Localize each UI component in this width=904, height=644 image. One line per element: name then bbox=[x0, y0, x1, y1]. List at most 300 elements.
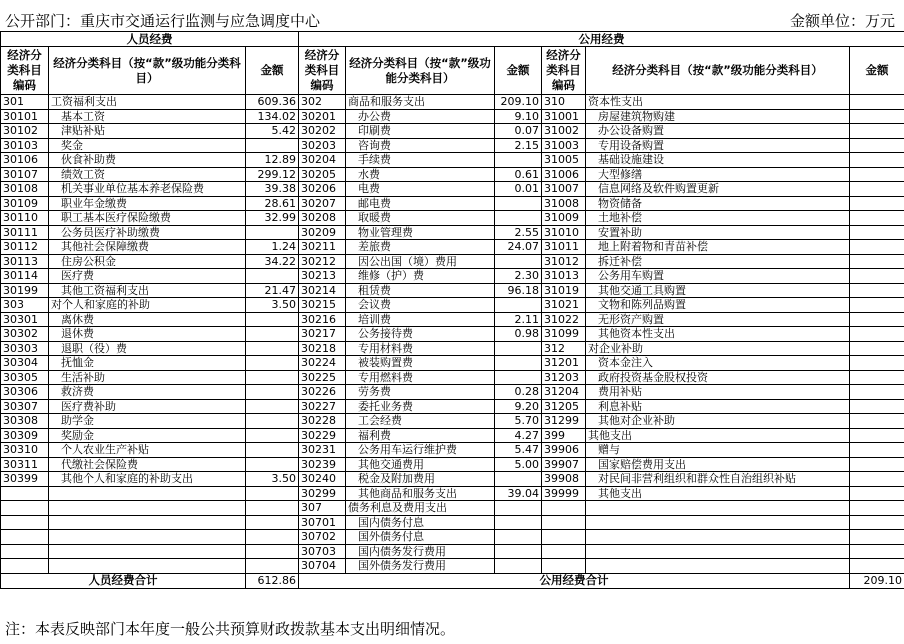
column-header-name: 经济分类科目（按“款”级功能分类科目） bbox=[346, 47, 495, 95]
table-row bbox=[1, 370, 904, 385]
public-goods-name-cell: 差旅费 bbox=[346, 240, 495, 255]
public-capital-name-cell bbox=[586, 559, 850, 574]
public-goods-code-cell: 302 bbox=[299, 95, 346, 110]
public-capital-code-cell: 399 bbox=[542, 428, 586, 443]
public-goods-name-cell: 电费 bbox=[346, 182, 495, 197]
public-capital-code-cell: 31009 bbox=[542, 211, 586, 226]
personnel-code-cell: 30309 bbox=[1, 428, 49, 443]
personnel-code-cell: 301 bbox=[1, 95, 49, 110]
public-goods-name-cell: 印刷费 bbox=[346, 124, 495, 139]
public-capital-code-cell: 31022 bbox=[542, 312, 586, 327]
public-capital-name-cell: 信息网络及软件购置更新 bbox=[586, 182, 850, 197]
table-row bbox=[1, 501, 904, 516]
table-row bbox=[1, 167, 904, 182]
public-goods-amount-cell bbox=[495, 341, 542, 356]
public-goods-name-cell: 委托业务费 bbox=[346, 399, 495, 414]
personnel-name-cell bbox=[49, 559, 246, 574]
public-capital-code-cell bbox=[542, 530, 586, 545]
public-capital-name-cell: 无形资产购置 bbox=[586, 312, 850, 327]
public-capital-amount-cell bbox=[850, 254, 904, 269]
personnel-code-cell: 30307 bbox=[1, 399, 49, 414]
public-goods-code-cell: 30207 bbox=[299, 196, 346, 211]
table-row bbox=[1, 530, 904, 545]
personnel-name-cell: 抚恤金 bbox=[49, 356, 246, 371]
public-capital-name-cell: 对民间非营利组织和群众性自治组织补贴 bbox=[586, 472, 850, 487]
public-goods-name-cell: 水费 bbox=[346, 167, 495, 182]
personnel-amount-cell bbox=[246, 312, 299, 327]
personnel-name-cell: 助学金 bbox=[49, 414, 246, 429]
personnel-amount-cell bbox=[246, 428, 299, 443]
public-capital-code-cell: 31002 bbox=[542, 124, 586, 139]
public-capital-code-cell: 31012 bbox=[542, 254, 586, 269]
public-goods-amount-cell: 2.55 bbox=[495, 225, 542, 240]
column-header-name: 经济分类科目（按“款”级功能分类科目） bbox=[586, 47, 850, 95]
public-capital-name-cell: 专用设备购置 bbox=[586, 138, 850, 153]
public-goods-amount-cell: 2.15 bbox=[495, 138, 542, 153]
public-goods-amount-cell bbox=[495, 196, 542, 211]
public-capital-code-cell: 31011 bbox=[542, 240, 586, 255]
public-goods-amount-cell bbox=[495, 298, 542, 313]
public-goods-name-cell: 租赁费 bbox=[346, 283, 495, 298]
public-capital-amount-cell bbox=[850, 138, 904, 153]
public-capital-amount-cell bbox=[850, 211, 904, 226]
public-capital-amount-cell bbox=[850, 486, 904, 501]
public-goods-name-cell: 咨询费 bbox=[346, 138, 495, 153]
public-capital-code-cell: 31005 bbox=[542, 153, 586, 168]
public-goods-amount-cell: 0.01 bbox=[495, 182, 542, 197]
personnel-amount-cell bbox=[246, 138, 299, 153]
personnel-code-cell bbox=[1, 501, 49, 516]
personnel-code-cell: 30306 bbox=[1, 385, 49, 400]
public-capital-name-cell: 资本性支出 bbox=[586, 95, 850, 110]
public-goods-name-cell: 专用材料费 bbox=[346, 341, 495, 356]
public-capital-code-cell: 31299 bbox=[542, 414, 586, 429]
table-row bbox=[1, 327, 904, 342]
public-capital-name-cell: 文物和陈列品购置 bbox=[586, 298, 850, 313]
table-row bbox=[1, 225, 904, 240]
public-goods-code-cell: 30240 bbox=[299, 472, 346, 487]
public-goods-name-cell: 工会经费 bbox=[346, 414, 495, 429]
personnel-amount-cell bbox=[246, 457, 299, 472]
public-goods-code-cell: 30299 bbox=[299, 486, 346, 501]
personnel-code-cell bbox=[1, 530, 49, 545]
public-capital-code-cell: 31008 bbox=[542, 196, 586, 211]
public-capital-code-cell: 39906 bbox=[542, 443, 586, 458]
public-capital-code-cell bbox=[542, 559, 586, 574]
public-goods-name-cell: 因公出国（境）费用 bbox=[346, 254, 495, 269]
personnel-amount-cell: 34.22 bbox=[246, 254, 299, 269]
public-capital-name-cell: 国家赔偿费用支出 bbox=[586, 457, 850, 472]
public-goods-code-cell: 30209 bbox=[299, 225, 346, 240]
table-row bbox=[1, 341, 904, 356]
personnel-amount-cell: 3.50 bbox=[246, 298, 299, 313]
public-goods-amount-cell bbox=[495, 501, 542, 516]
public-goods-amount-cell: 9.10 bbox=[495, 109, 542, 124]
public-capital-amount-cell bbox=[850, 428, 904, 443]
personnel-name-cell: 退休费 bbox=[49, 327, 246, 342]
personnel-name-cell: 基本工资 bbox=[49, 109, 246, 124]
table-row bbox=[1, 109, 904, 124]
public-goods-code-cell: 30217 bbox=[299, 327, 346, 342]
personnel-name-cell: 离休费 bbox=[49, 312, 246, 327]
personnel-name-cell bbox=[49, 501, 246, 516]
personnel-amount-cell bbox=[246, 399, 299, 414]
public-goods-name-cell: 培训费 bbox=[346, 312, 495, 327]
personnel-amount-cell bbox=[246, 370, 299, 385]
table-row bbox=[1, 254, 904, 269]
public-goods-code-cell: 30231 bbox=[299, 443, 346, 458]
personnel-name-cell: 工资福利支出 bbox=[49, 95, 246, 110]
public-capital-name-cell: 物资储备 bbox=[586, 196, 850, 211]
personnel-amount-cell: 299.12 bbox=[246, 167, 299, 182]
public-goods-amount-cell bbox=[495, 153, 542, 168]
public-goods-name-cell: 国内债务付息 bbox=[346, 515, 495, 530]
public-goods-amount-cell: 0.61 bbox=[495, 167, 542, 182]
public-capital-amount-cell bbox=[850, 501, 904, 516]
public-goods-code-cell: 30239 bbox=[299, 457, 346, 472]
personnel-code-cell bbox=[1, 515, 49, 530]
table-row bbox=[1, 428, 904, 443]
public-capital-code-cell: 31203 bbox=[542, 370, 586, 385]
personnel-amount-cell bbox=[246, 414, 299, 429]
personnel-code-cell: 30310 bbox=[1, 443, 49, 458]
public-capital-code-cell: 312 bbox=[542, 341, 586, 356]
personnel-amount-cell: 28.61 bbox=[246, 196, 299, 211]
public-capital-code-cell bbox=[542, 501, 586, 516]
table-row bbox=[1, 414, 904, 429]
public-capital-name-cell bbox=[586, 501, 850, 516]
public-capital-amount-cell bbox=[850, 109, 904, 124]
personnel-amount-cell bbox=[246, 544, 299, 559]
table-row bbox=[1, 385, 904, 400]
public-capital-name-cell: 其他支出 bbox=[586, 486, 850, 501]
personnel-name-cell: 职工基本医疗保险缴费 bbox=[49, 211, 246, 226]
personnel-code-cell bbox=[1, 544, 49, 559]
personnel-amount-cell bbox=[246, 530, 299, 545]
public-goods-amount-cell: 4.27 bbox=[495, 428, 542, 443]
public-goods-code-cell: 30225 bbox=[299, 370, 346, 385]
public-goods-code-cell: 307 bbox=[299, 501, 346, 516]
table-row bbox=[1, 211, 904, 226]
personnel-name-cell bbox=[49, 486, 246, 501]
table-row bbox=[1, 153, 904, 168]
public-goods-amount-cell: 0.98 bbox=[495, 327, 542, 342]
public-capital-code-cell: 39908 bbox=[542, 472, 586, 487]
public-goods-amount-cell bbox=[495, 472, 542, 487]
public-goods-amount-cell: 2.30 bbox=[495, 269, 542, 284]
table-row bbox=[1, 312, 904, 327]
public-goods-amount-cell bbox=[495, 559, 542, 574]
public-capital-name-cell: 其他支出 bbox=[586, 428, 850, 443]
public-capital-code-cell: 31204 bbox=[542, 385, 586, 400]
public-goods-amount-cell: 0.07 bbox=[495, 124, 542, 139]
public-capital-code-cell: 31099 bbox=[542, 327, 586, 342]
personnel-name-cell: 代缴社会保险费 bbox=[49, 457, 246, 472]
public-capital-amount-cell bbox=[850, 298, 904, 313]
public-goods-amount-cell bbox=[495, 530, 542, 545]
personnel-code-cell: 30107 bbox=[1, 167, 49, 182]
public-goods-amount-cell bbox=[495, 211, 542, 226]
table-row bbox=[1, 544, 904, 559]
public-capital-name-cell: 赠与 bbox=[586, 443, 850, 458]
public-goods-code-cell: 30201 bbox=[299, 109, 346, 124]
public-goods-name-cell: 手续费 bbox=[346, 153, 495, 168]
public-goods-name-cell: 国外债务发行费用 bbox=[346, 559, 495, 574]
personnel-amount-cell bbox=[246, 486, 299, 501]
public-goods-name-cell: 债务利息及费用支出 bbox=[346, 501, 495, 516]
public-goods-amount-cell: 5.47 bbox=[495, 443, 542, 458]
public-capital-name-cell: 办公设备购置 bbox=[586, 124, 850, 139]
public-goods-code-cell: 30204 bbox=[299, 153, 346, 168]
personnel-code-cell: 30399 bbox=[1, 472, 49, 487]
table-row bbox=[1, 283, 904, 298]
public-capital-name-cell: 其他对企业补助 bbox=[586, 414, 850, 429]
personnel-code-cell: 30111 bbox=[1, 225, 49, 240]
public-goods-name-cell: 会议费 bbox=[346, 298, 495, 313]
public-capital-code-cell: 310 bbox=[542, 95, 586, 110]
public-goods-amount-cell bbox=[495, 254, 542, 269]
public-capital-amount-cell bbox=[850, 225, 904, 240]
section-public-header: 公用经费 bbox=[299, 32, 904, 47]
personnel-code-cell: 30103 bbox=[1, 138, 49, 153]
public-capital-code-cell: 39907 bbox=[542, 457, 586, 472]
public-goods-name-cell: 国内债务发行费用 bbox=[346, 544, 495, 559]
personnel-amount-cell bbox=[246, 269, 299, 284]
department-label: 公开部门：重庆市交通运行监测与应急调度中心 bbox=[5, 12, 321, 30]
public-goods-amount-cell: 5.70 bbox=[495, 414, 542, 429]
public-capital-name-cell: 公务用车购置 bbox=[586, 269, 850, 284]
personnel-code-cell: 30302 bbox=[1, 327, 49, 342]
public-goods-code-cell: 30203 bbox=[299, 138, 346, 153]
public-goods-amount-cell: 209.10 bbox=[495, 95, 542, 110]
personnel-amount-cell bbox=[246, 225, 299, 240]
personnel-total-amount: 612.86 bbox=[246, 573, 299, 588]
public-goods-name-cell: 维修（护）费 bbox=[346, 269, 495, 284]
public-capital-amount-cell bbox=[850, 559, 904, 574]
public-capital-amount-cell bbox=[850, 472, 904, 487]
personnel-code-cell: 30304 bbox=[1, 356, 49, 371]
public-goods-name-cell: 商品和服务支出 bbox=[346, 95, 495, 110]
public-capital-code-cell: 31001 bbox=[542, 109, 586, 124]
personnel-amount-cell bbox=[246, 356, 299, 371]
personnel-code-cell: 30109 bbox=[1, 196, 49, 211]
public-goods-code-cell: 30202 bbox=[299, 124, 346, 139]
public-capital-name-cell: 大型修缮 bbox=[586, 167, 850, 182]
personnel-code-cell: 30308 bbox=[1, 414, 49, 429]
public-goods-amount-cell: 0.28 bbox=[495, 385, 542, 400]
personnel-code-cell bbox=[1, 486, 49, 501]
table-row bbox=[1, 240, 904, 255]
public-capital-name-cell bbox=[586, 530, 850, 545]
public-goods-name-cell: 福利费 bbox=[346, 428, 495, 443]
public-capital-name-cell: 安置补助 bbox=[586, 225, 850, 240]
personnel-name-cell: 生活补助 bbox=[49, 370, 246, 385]
public-goods-name-cell: 公务接待费 bbox=[346, 327, 495, 342]
personnel-name-cell: 退职（役）费 bbox=[49, 341, 246, 356]
personnel-amount-cell: 5.42 bbox=[246, 124, 299, 139]
public-goods-amount-cell bbox=[495, 544, 542, 559]
public-goods-code-cell: 30212 bbox=[299, 254, 346, 269]
public-goods-code-cell: 30205 bbox=[299, 167, 346, 182]
personnel-code-cell: 30106 bbox=[1, 153, 49, 168]
public-capital-code-cell bbox=[542, 544, 586, 559]
personnel-amount-cell bbox=[246, 501, 299, 516]
column-header-code: 经济分类科目编码 bbox=[299, 47, 346, 95]
public-total-label: 公用经费合计 bbox=[299, 573, 850, 588]
table-row bbox=[1, 559, 904, 574]
personnel-amount-cell: 39.38 bbox=[246, 182, 299, 197]
section-personnel-header: 人员经费 bbox=[1, 32, 299, 47]
public-goods-code-cell: 30703 bbox=[299, 544, 346, 559]
public-capital-code-cell: 31021 bbox=[542, 298, 586, 313]
public-goods-code-cell: 30226 bbox=[299, 385, 346, 400]
personnel-name-cell: 其他社会保障缴费 bbox=[49, 240, 246, 255]
public-goods-code-cell: 30701 bbox=[299, 515, 346, 530]
public-goods-amount-cell bbox=[495, 370, 542, 385]
public-capital-amount-cell bbox=[850, 283, 904, 298]
public-capital-code-cell: 31006 bbox=[542, 167, 586, 182]
public-capital-code-cell: 31003 bbox=[542, 138, 586, 153]
personnel-amount-cell bbox=[246, 559, 299, 574]
public-goods-code-cell: 30206 bbox=[299, 182, 346, 197]
table-row bbox=[1, 196, 904, 211]
public-capital-name-cell: 拆迁补偿 bbox=[586, 254, 850, 269]
public-capital-amount-cell bbox=[850, 95, 904, 110]
public-capital-amount-cell bbox=[850, 414, 904, 429]
public-capital-code-cell: 31013 bbox=[542, 269, 586, 284]
public-capital-name-cell: 其他资本性支出 bbox=[586, 327, 850, 342]
public-capital-name-cell: 对企业补助 bbox=[586, 341, 850, 356]
public-goods-name-cell: 专用燃料费 bbox=[346, 370, 495, 385]
public-capital-amount-cell bbox=[850, 443, 904, 458]
table-row bbox=[1, 95, 904, 110]
column-header-amount: 金额 bbox=[850, 47, 904, 95]
personnel-amount-cell: 1.24 bbox=[246, 240, 299, 255]
public-total-amount: 209.10 bbox=[850, 573, 904, 588]
public-capital-amount-cell bbox=[850, 153, 904, 168]
public-goods-name-cell: 办公费 bbox=[346, 109, 495, 124]
public-capital-name-cell: 费用补贴 bbox=[586, 385, 850, 400]
public-capital-amount-cell bbox=[850, 240, 904, 255]
table-row bbox=[1, 182, 904, 197]
personnel-name-cell: 奖金 bbox=[49, 138, 246, 153]
personnel-name-cell: 职业年金缴费 bbox=[49, 196, 246, 211]
public-capital-amount-cell bbox=[850, 327, 904, 342]
personnel-code-cell: 30114 bbox=[1, 269, 49, 284]
personnel-amount-cell: 134.02 bbox=[246, 109, 299, 124]
personnel-amount-cell: 609.36 bbox=[246, 95, 299, 110]
public-capital-amount-cell bbox=[850, 167, 904, 182]
public-capital-code-cell: 31205 bbox=[542, 399, 586, 414]
public-goods-code-cell: 30213 bbox=[299, 269, 346, 284]
personnel-code-cell: 30199 bbox=[1, 283, 49, 298]
personnel-code-cell: 30112 bbox=[1, 240, 49, 255]
public-capital-code-cell: 31010 bbox=[542, 225, 586, 240]
personnel-amount-cell bbox=[246, 385, 299, 400]
currency-unit-label: 金额单位：万元 bbox=[789, 12, 895, 30]
public-goods-code-cell: 30224 bbox=[299, 356, 346, 371]
personnel-name-cell: 机关事业单位基本养老保险费 bbox=[49, 182, 246, 197]
public-goods-amount-cell bbox=[495, 515, 542, 530]
column-header-name: 经济分类科目（按“款”级功能分类科目） bbox=[49, 47, 246, 95]
table-row bbox=[1, 399, 904, 414]
table-row bbox=[1, 515, 904, 530]
public-goods-amount-cell: 9.20 bbox=[495, 399, 542, 414]
public-capital-amount-cell bbox=[850, 124, 904, 139]
personnel-code-cell bbox=[1, 559, 49, 574]
expenditure-table bbox=[0, 31, 904, 589]
personnel-code-cell: 30108 bbox=[1, 182, 49, 197]
table-row bbox=[1, 457, 904, 472]
public-goods-name-cell: 税金及附加费用 bbox=[346, 472, 495, 487]
report-header bbox=[5, 10, 899, 30]
column-header-amount: 金额 bbox=[246, 47, 299, 95]
public-goods-code-cell: 30216 bbox=[299, 312, 346, 327]
public-goods-name-cell: 取暖费 bbox=[346, 211, 495, 226]
public-goods-name-cell: 其他交通费用 bbox=[346, 457, 495, 472]
personnel-code-cell: 30301 bbox=[1, 312, 49, 327]
public-capital-amount-cell bbox=[850, 182, 904, 197]
personnel-name-cell: 住房公积金 bbox=[49, 254, 246, 269]
personnel-code-cell: 30102 bbox=[1, 124, 49, 139]
public-capital-amount-cell bbox=[850, 341, 904, 356]
column-header-code: 经济分类科目编码 bbox=[542, 47, 586, 95]
public-capital-code-cell bbox=[542, 515, 586, 530]
public-goods-name-cell: 邮电费 bbox=[346, 196, 495, 211]
personnel-name-cell: 对个人和家庭的补助 bbox=[49, 298, 246, 313]
personnel-total-label: 人员经费合计 bbox=[1, 573, 246, 588]
public-capital-amount-cell bbox=[850, 370, 904, 385]
personnel-name-cell: 奖励金 bbox=[49, 428, 246, 443]
table-row bbox=[1, 443, 904, 458]
personnel-amount-cell bbox=[246, 327, 299, 342]
table-row bbox=[1, 269, 904, 284]
column-header-code: 经济分类科目编码 bbox=[1, 47, 49, 95]
public-capital-name-cell: 房屋建筑物购建 bbox=[586, 109, 850, 124]
personnel-name-cell: 医疗费 bbox=[49, 269, 246, 284]
personnel-name-cell bbox=[49, 544, 246, 559]
public-goods-code-cell: 30228 bbox=[299, 414, 346, 429]
table-row bbox=[1, 138, 904, 153]
public-goods-name-cell: 公务用车运行维护费 bbox=[346, 443, 495, 458]
personnel-name-cell bbox=[49, 515, 246, 530]
public-goods-name-cell: 被装购置费 bbox=[346, 356, 495, 371]
public-goods-amount-cell: 5.00 bbox=[495, 457, 542, 472]
public-goods-name-cell: 劳务费 bbox=[346, 385, 495, 400]
public-capital-name-cell: 其他交通工具购置 bbox=[586, 283, 850, 298]
public-goods-code-cell: 30211 bbox=[299, 240, 346, 255]
personnel-amount-cell bbox=[246, 341, 299, 356]
personnel-name-cell: 救济费 bbox=[49, 385, 246, 400]
public-capital-name-cell bbox=[586, 544, 850, 559]
public-capital-amount-cell bbox=[850, 399, 904, 414]
public-goods-name-cell: 国外债务付息 bbox=[346, 530, 495, 545]
personnel-name-cell: 医疗费补助 bbox=[49, 399, 246, 414]
public-goods-code-cell: 30215 bbox=[299, 298, 346, 313]
public-capital-amount-cell bbox=[850, 544, 904, 559]
personnel-name-cell: 津贴补贴 bbox=[49, 124, 246, 139]
public-capital-name-cell bbox=[586, 515, 850, 530]
footnote: 注：本表反映部门本年度一般公共预算财政拨款基本支出明细情况。 bbox=[5, 620, 456, 638]
personnel-amount-cell: 12.89 bbox=[246, 153, 299, 168]
column-header-amount: 金额 bbox=[495, 47, 542, 95]
public-goods-code-cell: 30218 bbox=[299, 341, 346, 356]
public-capital-name-cell: 资本金注入 bbox=[586, 356, 850, 371]
personnel-code-cell: 30113 bbox=[1, 254, 49, 269]
public-goods-name-cell: 物业管理费 bbox=[346, 225, 495, 240]
personnel-amount-cell: 3.50 bbox=[246, 472, 299, 487]
public-capital-code-cell: 39999 bbox=[542, 486, 586, 501]
